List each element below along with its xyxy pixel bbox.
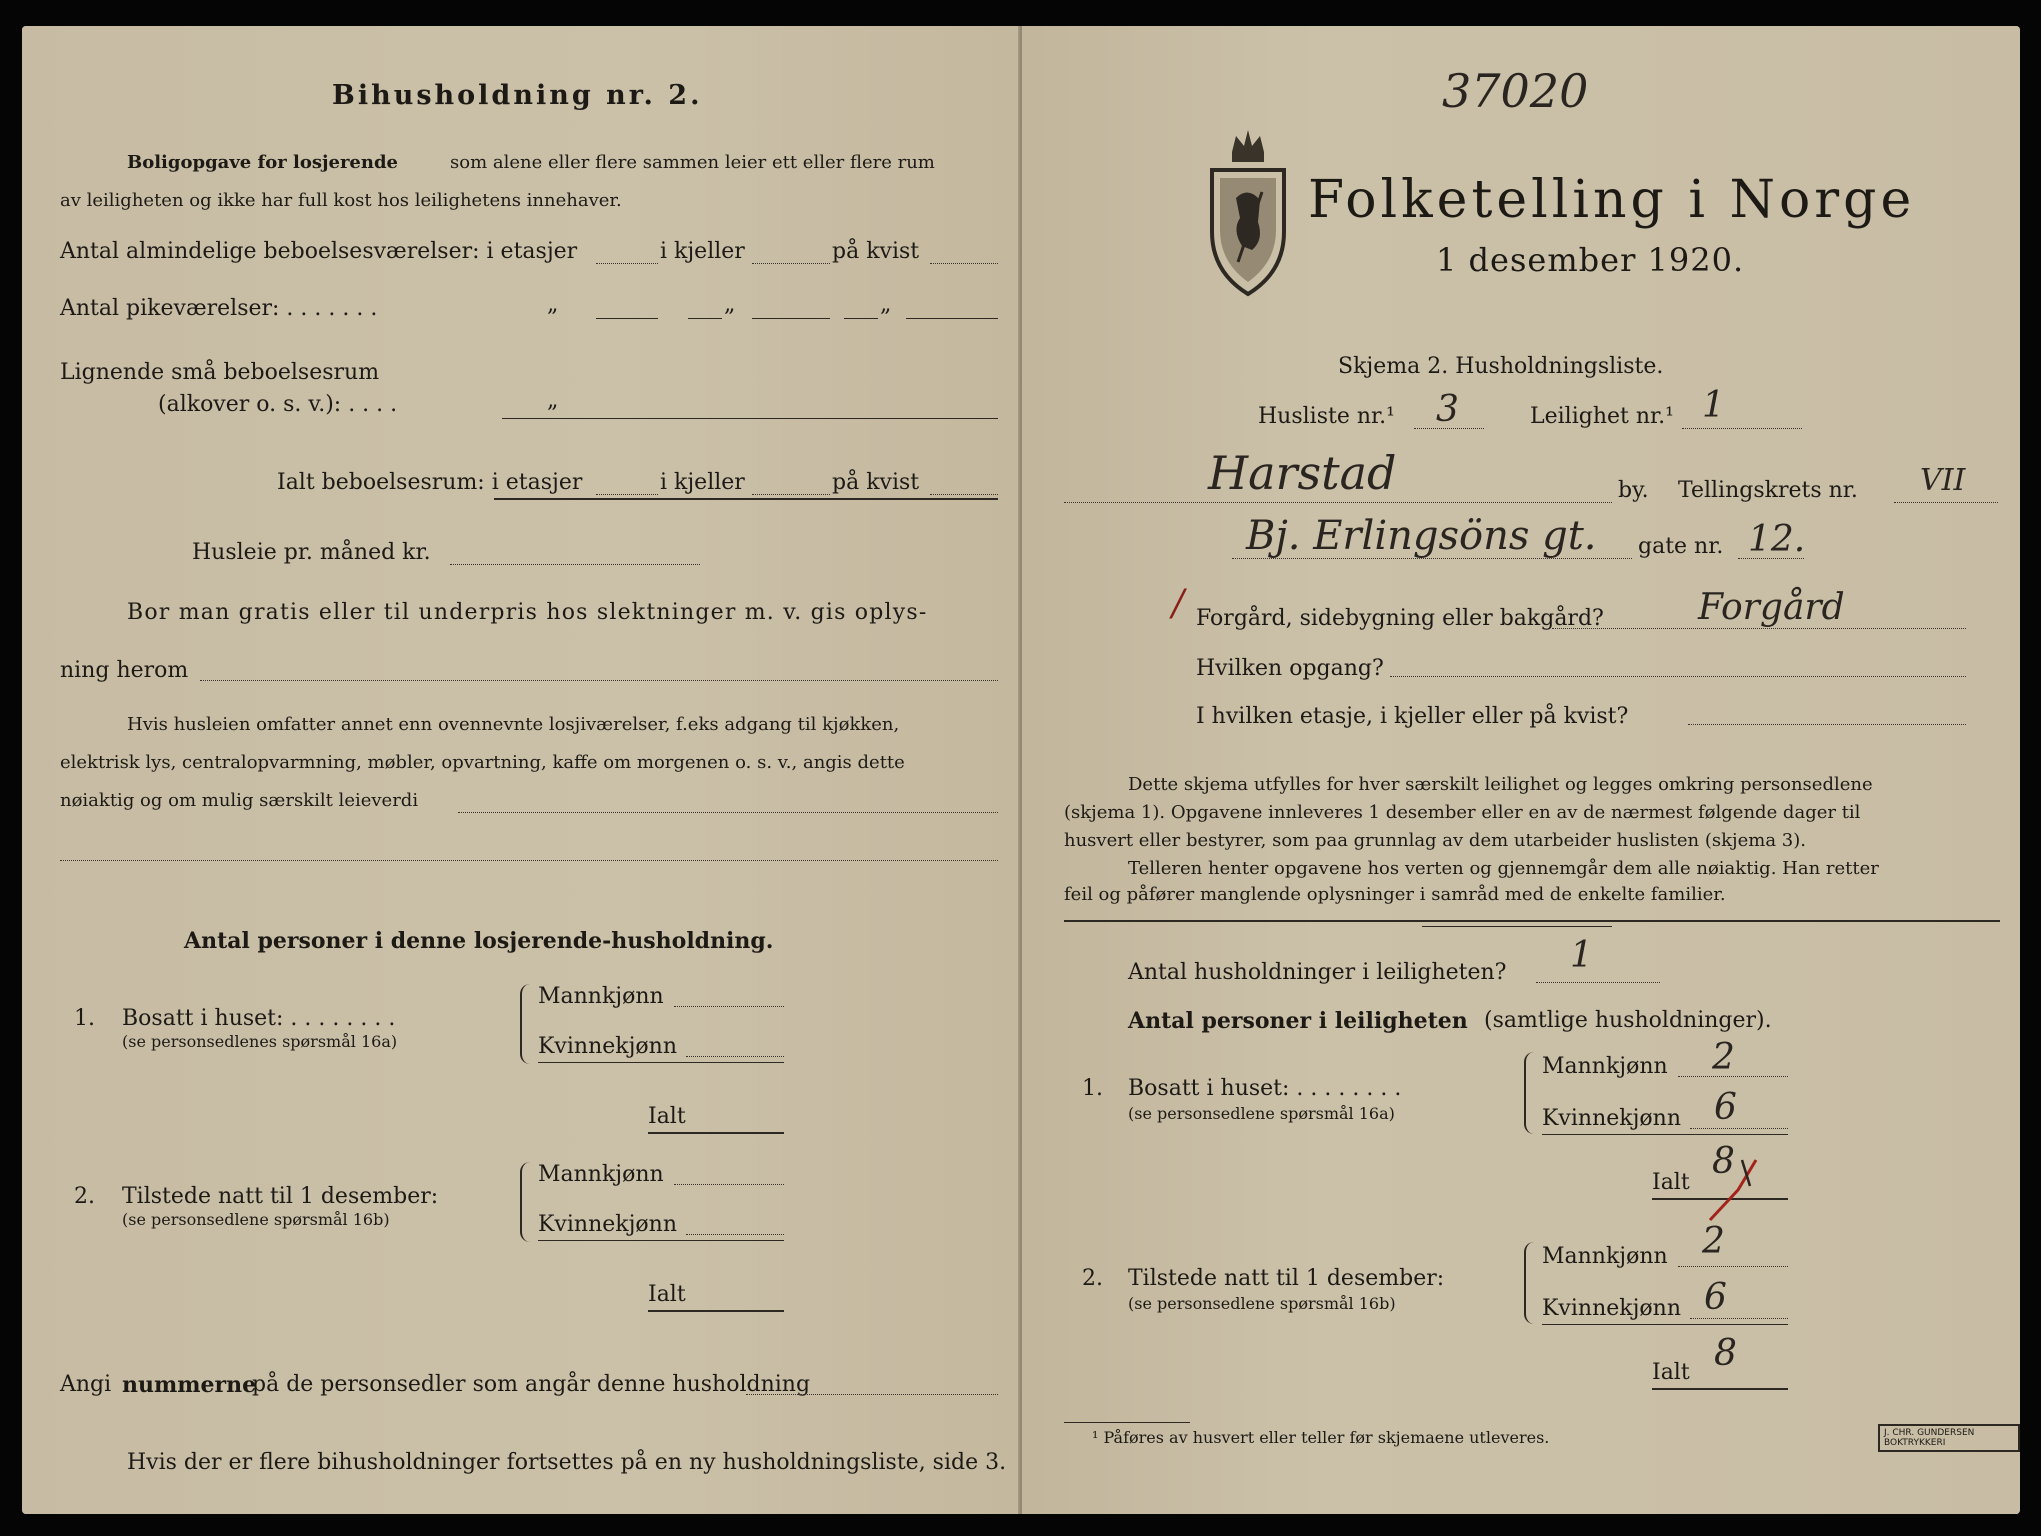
left-q2-label: Tilstede natt til 1 desember: bbox=[122, 1184, 439, 1209]
forgaard-field[interactable] bbox=[1552, 628, 1966, 629]
hvis-text-2: elektrisk lys, centralopvarmning, møbler, opvartning, kaffe om morgenen o. s. v., angis dette bbox=[60, 752, 905, 773]
forgaard-label: Forgård, sidebygning eller bakgård? bbox=[1196, 606, 1604, 631]
left-q1-ialt-field[interactable] bbox=[648, 1132, 784, 1134]
opgang-field[interactable] bbox=[1390, 676, 1966, 677]
right-q2-mann-value: 2 bbox=[1702, 1221, 1725, 1262]
left-q1-ialt-label: Ialt bbox=[648, 1104, 686, 1129]
forgaard-check-mark: / bbox=[1172, 583, 1185, 624]
red-correction-mark-icon bbox=[1702, 1156, 1772, 1226]
left-q2-kvinne-field[interactable] bbox=[686, 1234, 784, 1235]
right-divider-short bbox=[1422, 926, 1612, 927]
left-q1-sub: (se personsedlenes spørsmål 16a) bbox=[122, 1032, 398, 1051]
left-q2-ialt-field[interactable] bbox=[648, 1310, 784, 1312]
gratis-text-2: ning herom bbox=[60, 658, 189, 683]
rooms-kvist-label: på kvist bbox=[832, 239, 920, 264]
antal-hush-field[interactable] bbox=[1536, 982, 1660, 983]
left-q1-underline bbox=[538, 1062, 784, 1063]
left-q1-label: Bosatt i huset: . . . . . . . . bbox=[122, 1006, 396, 1031]
krets-value: VII bbox=[1920, 463, 1966, 498]
left-q2-number: 2. bbox=[74, 1184, 95, 1209]
right-q2-kvinne-value: 6 bbox=[1704, 1277, 1727, 1318]
extra-field[interactable] bbox=[60, 860, 998, 861]
leilighet-value: 1 bbox=[1702, 385, 1725, 426]
angi-bold: nummerne bbox=[122, 1372, 257, 1398]
antal-hush-value: 1 bbox=[1570, 935, 1593, 976]
rooms-kjeller-label: i kjeller bbox=[660, 239, 745, 264]
ialt-kvist-label: på kvist bbox=[832, 470, 920, 495]
info-line-4: Telleren henter opgavene hos verten og gjennemgår dem alle nøiaktig. Han retter bbox=[1128, 858, 1879, 879]
left-q1-mann-field[interactable] bbox=[674, 1006, 784, 1007]
right-q2-brace bbox=[1524, 1242, 1538, 1324]
right-q1-mann-value: 2 bbox=[1712, 1037, 1735, 1078]
hvis-text-1: Hvis husleien omfatter annet enn ovennevnte losjiværelser, f.eks adgang til kjøkken, bbox=[127, 714, 900, 735]
coat-of-arms-icon bbox=[1202, 122, 1294, 298]
city-field[interactable] bbox=[1064, 502, 1612, 503]
right-q1-kvinne-field[interactable] bbox=[1690, 1128, 1788, 1129]
gratis-text-1: Bor man gratis eller til underpris hos slektninger m. v. gis oplys- bbox=[127, 600, 928, 625]
right-q1-kvinne-value: 6 bbox=[1714, 1087, 1737, 1128]
census-form-sheet bbox=[22, 26, 2020, 1514]
left-q1-mann-label: Mannkjønn bbox=[538, 984, 664, 1009]
right-persons-bold: Antal personer i leiligheten bbox=[1128, 1008, 1468, 1034]
angi-pre: Angi bbox=[60, 1372, 112, 1397]
angi-field[interactable] bbox=[746, 1394, 998, 1395]
footnote: ¹ Påføres av husvert eller teller før skjemaene utleveres. bbox=[1092, 1428, 1550, 1447]
left-q2-mann-label: Mannkjønn bbox=[538, 1162, 664, 1187]
left-q2-sub: (se personsedlene spørsmål 16b) bbox=[122, 1210, 390, 1229]
pike-ditto-2: „ bbox=[724, 292, 736, 317]
intro-bold: Boligopgave for losjerende bbox=[127, 152, 399, 173]
right-q1-sub: (se personsedlene spørsmål 16a) bbox=[1128, 1104, 1395, 1123]
schema-label: Skjema 2. Husholdningsliste. bbox=[1338, 354, 1664, 379]
info-line-2: (skjema 1). Opgavene innleveres 1 desember eller en av de nærmest følgende dager til bbox=[1064, 802, 1861, 823]
left-q1-brace bbox=[520, 984, 534, 1064]
pike-dash-1 bbox=[688, 318, 722, 319]
left-q1-number: 1. bbox=[74, 1006, 95, 1031]
right-q1-brace bbox=[1524, 1052, 1538, 1134]
right-page bbox=[1022, 26, 2020, 1514]
ialt-etasjer-field[interactable] bbox=[596, 494, 658, 495]
leilighet-label: Leilighet nr.¹ bbox=[1530, 404, 1674, 429]
hvis-text-3: nøiaktig og om mulig særskilt leieverdi bbox=[60, 790, 419, 811]
gate-value: 12. bbox=[1748, 519, 1806, 560]
ialt-kvist-field[interactable] bbox=[930, 494, 998, 495]
pike-ditto: „ bbox=[547, 292, 559, 317]
husliste-value: 3 bbox=[1436, 389, 1459, 430]
census-date: 1 desember 1920. bbox=[1436, 241, 1745, 279]
left-q1-kvinne-field[interactable] bbox=[686, 1056, 784, 1057]
ialt-kjeller-field[interactable] bbox=[752, 494, 830, 495]
rooms-kjeller-field[interactable] bbox=[752, 263, 830, 264]
left-footer: Hvis der er flere bihusholdninger fortsettes på en ny husholdningsliste, side 3. bbox=[127, 1450, 1007, 1475]
krets-label: Tellingskrets nr. bbox=[1678, 478, 1858, 503]
right-q2-sub: (se personsedlene spørsmål 16b) bbox=[1128, 1294, 1396, 1313]
gratis-field[interactable] bbox=[200, 680, 998, 681]
right-q2-ialt-value: 8 bbox=[1714, 1333, 1737, 1374]
right-q1-underline bbox=[1542, 1134, 1788, 1135]
right-q1-ialt-value: 8 bbox=[1712, 1141, 1735, 1182]
etasje-field[interactable] bbox=[1688, 724, 1966, 725]
pike-etasjer-field[interactable] bbox=[596, 318, 658, 319]
leieverdi-field[interactable] bbox=[458, 812, 998, 813]
footnote-rule bbox=[1064, 1422, 1190, 1423]
krets-field[interactable] bbox=[1894, 502, 1998, 503]
street-value: Bj. Erlingsöns gt. bbox=[1246, 513, 1597, 559]
right-persons-rest: (samtlige husholdninger). bbox=[1484, 1008, 1772, 1033]
intro-rest-2: av leiligheten og ikke har full kost hos leilighetens innehaver. bbox=[60, 190, 622, 211]
angi-rest: på de personsedler som angår denne husholdning bbox=[252, 1372, 811, 1397]
city-value: Harstad bbox=[1208, 446, 1397, 500]
right-q2-underline bbox=[1542, 1324, 1788, 1325]
alkover-field[interactable] bbox=[502, 418, 998, 419]
antal-hush-label: Antal husholdninger i leiligheten? bbox=[1128, 960, 1507, 985]
right-q2-ialt-label: Ialt bbox=[1652, 1360, 1690, 1385]
right-q1-ialt-label: Ialt bbox=[1652, 1170, 1690, 1195]
left-title: Bihusholdning nr. 2. bbox=[332, 80, 703, 111]
ialt-underline bbox=[494, 498, 998, 500]
right-divider bbox=[1064, 920, 2000, 922]
husleie-label: Husleie pr. måned kr. bbox=[192, 540, 431, 565]
opgang-label: Hvilken opgang? bbox=[1196, 656, 1384, 681]
archive-number: 37020 bbox=[1442, 64, 1589, 118]
alkover-ditto: „ bbox=[547, 388, 559, 413]
right-q2-number: 2. bbox=[1082, 1266, 1103, 1291]
by-label: by. bbox=[1618, 478, 1649, 503]
leilighet-field[interactable] bbox=[1682, 428, 1802, 429]
right-q1-mann-label: Mannkjønn bbox=[1542, 1054, 1668, 1079]
left-q2-mann-field[interactable] bbox=[674, 1184, 784, 1185]
left-q2-kvinne-label: Kvinnekjønn bbox=[538, 1212, 677, 1237]
right-q2-kvinne-label: Kvinnekjønn bbox=[1542, 1296, 1681, 1321]
right-q1-number: 1. bbox=[1082, 1076, 1103, 1101]
husleie-field[interactable] bbox=[450, 564, 700, 565]
rooms-kvist-field[interactable] bbox=[930, 263, 998, 264]
info-line-3: husvert eller bestyrer, som paa grunnlag av dem utarbeider huslisten (skjema 3). bbox=[1064, 830, 1806, 851]
left-q1-kvinne-label: Kvinnekjønn bbox=[538, 1034, 677, 1059]
right-q1-kvinne-label: Kvinnekjønn bbox=[1542, 1106, 1681, 1131]
left-q2-underline bbox=[538, 1240, 784, 1241]
info-line-5: feil og påfører manglende oplysninger i samråd med de enkelte familier. bbox=[1064, 884, 1726, 905]
pike-kvist-field[interactable] bbox=[906, 318, 998, 319]
lignende-label: Lignende små beboelsesrum bbox=[60, 360, 380, 385]
left-q2-ialt-label: Ialt bbox=[648, 1282, 686, 1307]
left-q2-brace bbox=[520, 1162, 534, 1242]
right-q2-label: Tilstede natt til 1 desember: bbox=[1128, 1266, 1445, 1291]
pike-label: Antal pikeværelser: . . . . . . . bbox=[60, 296, 378, 321]
right-q2-ialt-field[interactable] bbox=[1652, 1388, 1788, 1390]
right-q1-label: Bosatt i huset: . . . . . . . . bbox=[1128, 1076, 1402, 1101]
pike-ditto-3: „ bbox=[880, 292, 892, 317]
intro-rest-1: som alene eller flere sammen leier ett eller flere rum bbox=[450, 152, 935, 173]
right-q2-mann-field[interactable] bbox=[1678, 1266, 1788, 1267]
ialt-kjeller-label: i kjeller bbox=[660, 470, 745, 495]
pike-dash-2 bbox=[844, 318, 878, 319]
left-page bbox=[22, 26, 1020, 1514]
alkover-label: (alkover o. s. v.): . . . . bbox=[158, 392, 398, 417]
forgaard-value: Forgård bbox=[1698, 587, 1845, 628]
etasje-label: I hvilken etasje, i kjeller eller på kvist? bbox=[1196, 704, 1629, 729]
right-title: Folketelling i Norge bbox=[1308, 170, 1916, 230]
left-persons-title: Antal personer i denne losjerende-husholdning. bbox=[184, 928, 774, 954]
gate-label: gate nr. bbox=[1638, 534, 1724, 559]
printer-stamp: J. CHR. GUNDERSEN BOKTRYKKERI bbox=[1878, 1424, 2020, 1452]
husliste-label: Husliste nr.¹ bbox=[1258, 404, 1395, 429]
ialt-rooms-label: Ialt beboelsesrum: i etasjer bbox=[277, 470, 583, 495]
rooms-etasjer-field[interactable] bbox=[596, 263, 658, 264]
pike-kjeller-field[interactable] bbox=[752, 318, 830, 319]
rooms-label: Antal almindelige beboelsesværelser: i etasjer bbox=[60, 239, 578, 264]
info-line-1: Dette skjema utfylles for hver særskilt leilighet og legges omkring personsedlene bbox=[1128, 774, 1873, 795]
right-q2-kvinne-field[interactable] bbox=[1690, 1318, 1788, 1319]
right-q2-mann-label: Mannkjønn bbox=[1542, 1244, 1668, 1269]
